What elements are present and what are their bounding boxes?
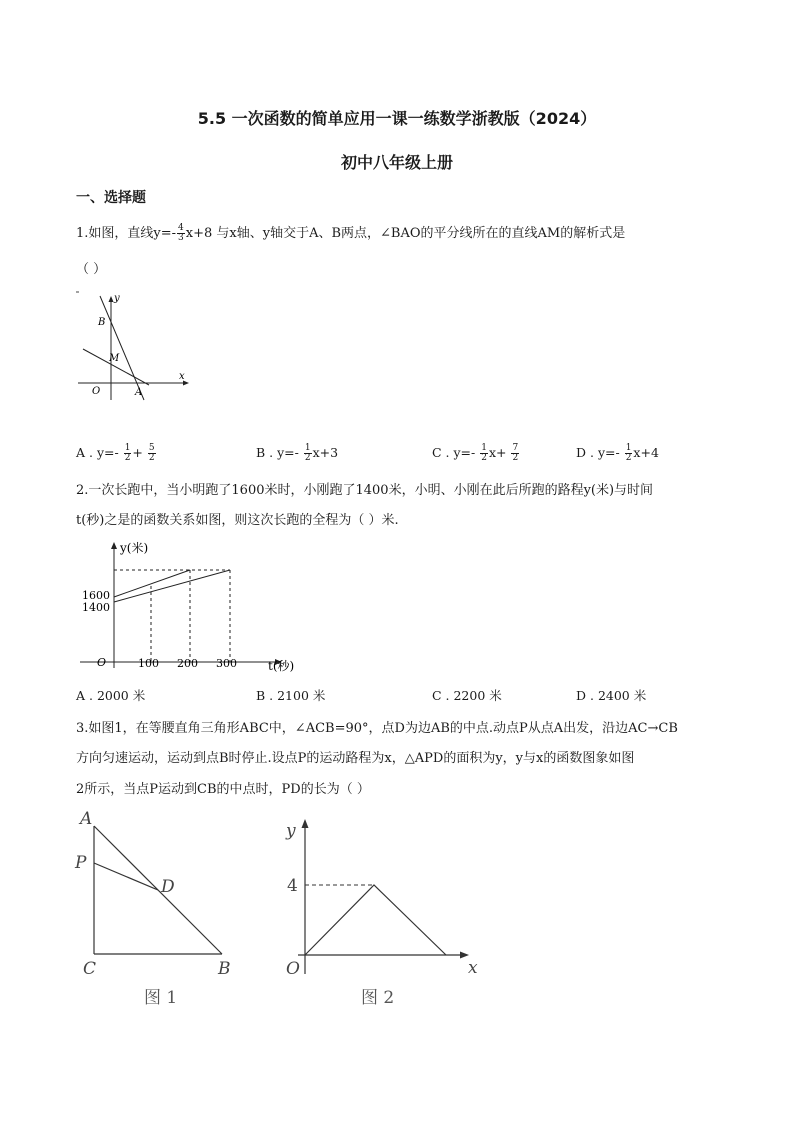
q1-opt-b-prefix: B . y=-	[256, 445, 303, 460]
frac-num: 1	[481, 443, 487, 453]
q1-opt-a-mid: +	[132, 445, 147, 460]
frac-den: 2	[481, 453, 487, 463]
q1-opt-a-prefix: A . y=-	[76, 445, 123, 460]
q2-option-a[interactable]: A . 2000 米	[76, 688, 146, 703]
q1-opt-a-frac2	[148, 444, 156, 463]
q3-figure-2	[278, 812, 488, 1012]
q1-opt-b-tail: x+3	[312, 445, 339, 460]
q2-tick-300: 300	[216, 657, 237, 670]
q2-y-arrow	[111, 542, 117, 549]
q2-line-xiaogang	[114, 570, 230, 602]
q3-caption-2: 图 2	[361, 988, 395, 1008]
q1-opt-a-frac1	[124, 444, 132, 463]
q3-stem-line2: 方向匀速运动，运动到点B时停止.设点P的运动路程为x，△APD的面积为y，y与x的函数图象如图	[76, 751, 635, 766]
frac-den: 2	[124, 453, 131, 463]
frac-num: 1	[304, 443, 311, 453]
q1-frac-num: 4	[178, 223, 184, 233]
q1-opt-d-tail: x+4	[633, 445, 659, 460]
q3-segment-pd	[94, 863, 158, 890]
page-title: 5.5 一次函数的简单应用一课一练数学浙教版（2024）	[197, 109, 597, 128]
q1-opt-c-prefix: C . y=-	[432, 445, 480, 460]
q1-y-arrow	[109, 296, 114, 302]
q3-y-arrow	[302, 819, 309, 828]
q1-label-x: x	[179, 371, 185, 382]
q1-opt-d-frac	[625, 444, 633, 463]
frac-den: 2	[512, 453, 519, 463]
q1-label-b: B	[98, 317, 106, 328]
q2-tick-100: 100	[138, 657, 159, 670]
q2-tick-1600: 1600	[82, 589, 110, 602]
q1-stem-part-b: x+8 与x轴、y轴交于A、B两点，∠BAO的平分线所在的直线AM的解析式是	[185, 226, 626, 241]
q1-line-ab	[100, 296, 144, 400]
q1-label-m: M	[109, 353, 120, 364]
q3-tick-4: 4	[287, 876, 298, 896]
q3-graph-line	[305, 885, 446, 955]
q1-stem	[76, 222, 625, 243]
frac-num: 7	[512, 443, 519, 453]
q3-label-p: P	[75, 853, 87, 873]
q1-figure	[74, 288, 194, 403]
q1-opt-c-frac2	[511, 444, 519, 463]
q3-label-x: x	[468, 958, 478, 978]
q2-line-xiaoming	[114, 570, 190, 597]
q3-figure-1	[70, 806, 250, 1012]
q1-frac-den: 3	[178, 233, 184, 243]
q3-caption-1: 图 1	[144, 988, 178, 1008]
q1-opt-b-frac	[304, 444, 312, 463]
q1-stem-part-a: 1.如图，直线y=-	[76, 226, 177, 241]
q1-option-d[interactable]	[576, 444, 659, 463]
q2-option-d[interactable]: D . 2400 米	[576, 688, 647, 703]
q1-opt-c-frac1	[480, 444, 488, 463]
q3-stem-line3: 2所示，当点P运动到CB的中点时，PD的长为（ ）	[76, 782, 370, 797]
q3-label-y: y	[286, 821, 296, 841]
q2-origin: O	[97, 656, 107, 669]
q3-label-o: O	[286, 959, 300, 979]
q2-tick-1400: 1400	[82, 601, 110, 614]
frac-num: 5	[148, 443, 155, 453]
frac-den: 2	[304, 453, 311, 463]
q2-stem-line1: 2.一次长跑中，当小明跑了1600米时，小刚跑了1400米，小明、小刚在此后所跑的路程y(米)与时间	[76, 483, 654, 498]
q1-option-c[interactable]	[432, 444, 520, 463]
q1-label-y: y	[114, 293, 120, 304]
frac-num: 1	[124, 443, 131, 453]
q3-stem-line1: 3.如图1，在等腰直角三角形ABC中，∠ACB=90°，点D为边AB的中点.动点P从点A出发，沿边AC→CB	[76, 721, 678, 736]
q2-option-c[interactable]: C . 2200 米	[432, 688, 502, 703]
frac-num: 1	[625, 443, 632, 453]
q2-option-b[interactable]: B . 2100 米	[256, 688, 326, 703]
frac-den: 2	[148, 453, 155, 463]
q1-option-a[interactable]	[76, 444, 157, 463]
q2-figure	[76, 536, 316, 676]
q3-label-d: D	[161, 877, 175, 897]
q1-fraction	[177, 224, 185, 243]
q1-option-b[interactable]	[256, 444, 338, 463]
q2-x-label: t(秒)	[268, 659, 295, 673]
q2-stem-line2: t(秒)之是的函数关系如图，则这次长跑的全程为（ ）米.	[76, 513, 399, 528]
q1-opt-c-mid: x+	[488, 445, 511, 460]
page-subtitle: 初中八年级上册	[340, 153, 453, 172]
q3-label-c: C	[83, 959, 97, 979]
q1-opt-d-prefix: D . y=-	[576, 445, 624, 460]
q1-label-a: A	[135, 387, 143, 398]
q1-label-o: O	[92, 386, 101, 397]
frac-den: 2	[625, 453, 632, 463]
q3-label-a: A	[80, 809, 93, 829]
section-heading: 一、选择题	[76, 190, 146, 206]
q3-label-b: B	[218, 959, 231, 979]
q2-y-label: y(米)	[120, 541, 149, 555]
q1-answer-paren: （ ）	[76, 262, 107, 277]
q2-tick-200: 200	[177, 657, 198, 670]
